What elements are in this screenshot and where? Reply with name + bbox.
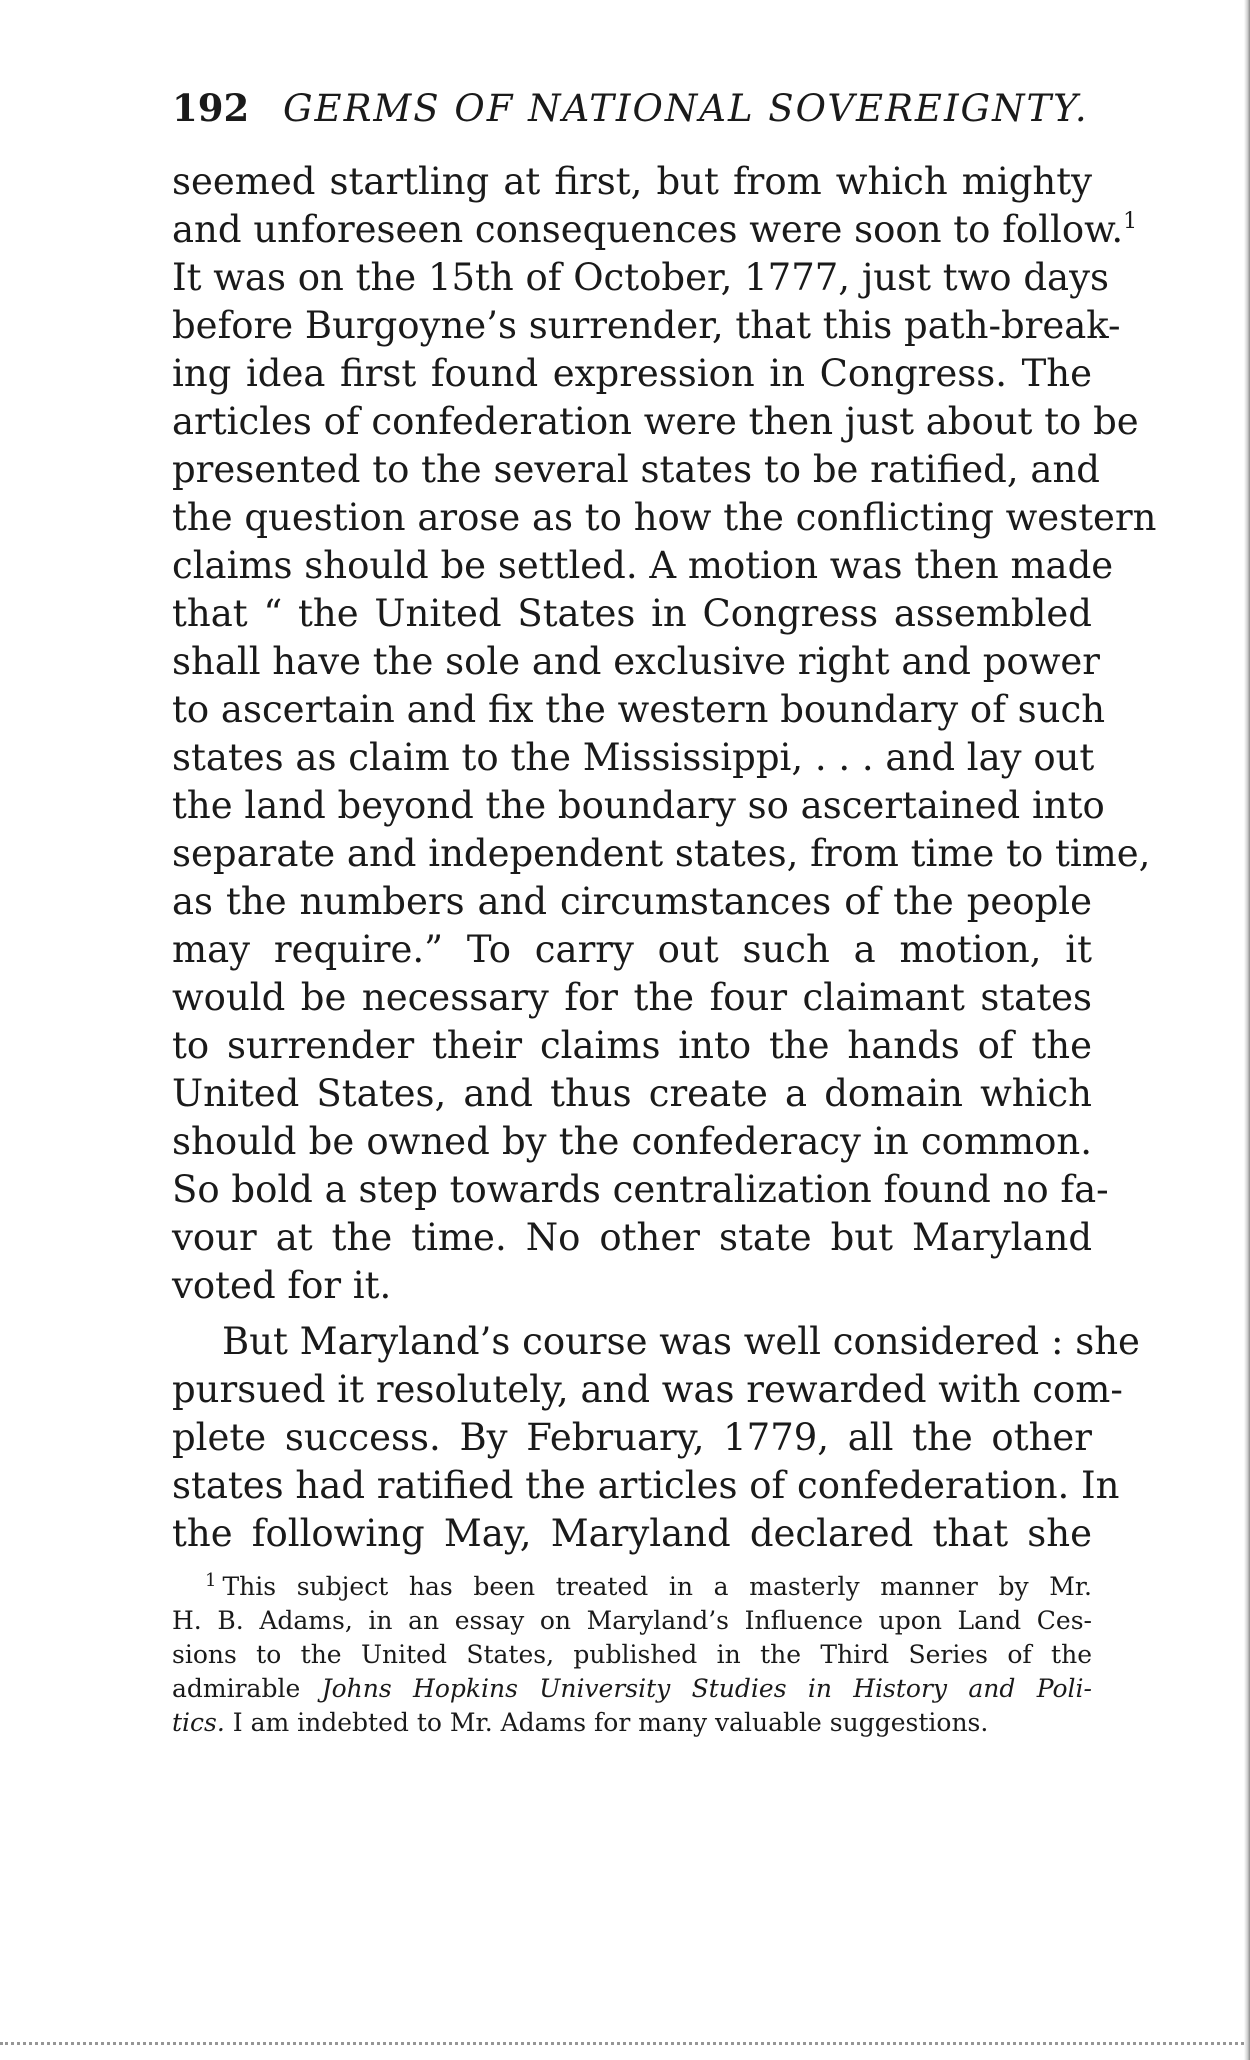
body-line: separate and independent states, from time to time, — [172, 832, 1151, 875]
body-line: states as claim to the Mississippi, . . . and lay out — [172, 736, 1095, 779]
body-line: as the numbers and circumstances of the people — [172, 880, 1092, 923]
body-line: vour at the time. No other state but Maryland — [172, 1216, 1092, 1259]
body-line-text: and unforeseen consequences were soon to follow. — [172, 208, 1124, 251]
running-title: GERMS OF NATIONAL SOVEREIGNTY. — [283, 87, 1089, 130]
body-line: But Maryland’s course was well considered : she — [222, 1320, 1140, 1363]
body-line: before Burgoyne’s surrender, that this path-break- — [172, 304, 1121, 347]
footnote-text: admirable — [172, 1674, 301, 1703]
body-line: United States, and thus create a domain which — [172, 1072, 1092, 1115]
body-line: should be owned by the confederacy in common. — [172, 1120, 1092, 1163]
footnote-line — [172, 1706, 1092, 1740]
body-line: to ascertain and fix the western boundary of such — [172, 688, 1106, 731]
footnote-italic-text: tics. — [172, 1708, 225, 1737]
body-line: states had ratified the articles of confederation. In — [172, 1464, 1120, 1507]
footnote-line — [205, 1570, 1092, 1604]
body-line — [172, 206, 1138, 254]
page-edge-shadow — [1244, 0, 1250, 2060]
footnote-line: H. B. Adams, in an essay on Maryland’s Influence upon Land Ces- — [172, 1606, 1092, 1635]
body-line: would be necessary for the four claimant states — [172, 976, 1092, 1019]
scan-artifact — [0, 2042, 1244, 2053]
body-line: It was on the 15th of October, 1777, just two days — [172, 256, 1109, 299]
body-line: the land beyond the boundary so ascertained into — [172, 784, 1105, 827]
page-number: 192 — [172, 86, 250, 130]
footnote-text: I am indebted to Mr. Adams for many valuable suggestions. — [232, 1708, 989, 1737]
footnote-mark: 1 — [205, 1570, 217, 1591]
body-line: pursued it resolutely, and was rewarded with com- — [172, 1368, 1123, 1411]
body-line: seemed startling at first, but from which mighty — [172, 160, 1092, 203]
body-line: to surrender their claims into the hands of the — [172, 1024, 1092, 1067]
footnote-line: sions to the United States, published in the Third Series of the — [172, 1640, 1092, 1669]
footnote-text: This subject has been treated in a masterly manner by Mr. — [222, 1572, 1092, 1601]
body-line: ing idea first found expression in Congress. The — [172, 352, 1092, 395]
footnote-line — [172, 1672, 1092, 1706]
body-line: the question arose as to how the conflicting western — [172, 496, 1157, 539]
body-line: may require.” To carry out such a motion, it — [172, 928, 1092, 971]
body-line: voted for it. — [172, 1264, 392, 1307]
body-line: claims should be settled. A motion was then made — [172, 544, 1114, 587]
footnote-reference: 1 — [1123, 209, 1138, 234]
footnote-italic-text: Johns Hopkins University Studies in History and Poli- — [321, 1674, 1092, 1703]
body-line: that “ the United States in Congress assembled — [172, 592, 1092, 635]
body-line: shall have the sole and exclusive right and power — [172, 640, 1100, 683]
running-header — [172, 78, 1092, 138]
body-line: the following May, Maryland declared that she — [172, 1512, 1092, 1555]
body-line: articles of confederation were then just about to be — [172, 400, 1139, 443]
body-line: So bold a step towards centralization found no fa- — [172, 1168, 1109, 1211]
body-line: presented to the several states to be ratified, and — [172, 448, 1100, 491]
body-line: plete success. By February, 1779, all the other — [172, 1416, 1092, 1459]
